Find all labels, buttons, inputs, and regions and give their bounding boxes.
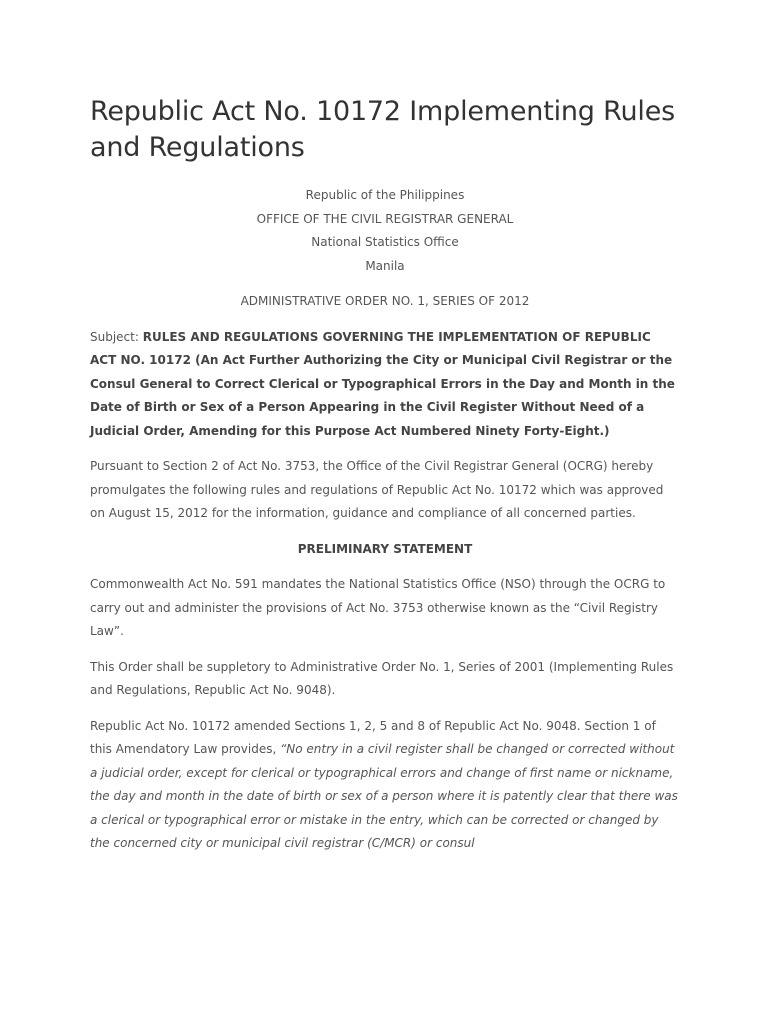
amended-intro: Republic Act No. 10172 amended Sections 1, 2, 5 and 8 of Republic Act No. 9048. Section 1 of this Amendatory Law provides, <box>90 718 656 756</box>
subject-text: RULES AND REGULATIONS GOVERNING THE IMPLEMENTATION OF REPUBLIC ACT NO. 10172 (An Act Further Authorizing the City or Municipal Civil Registrar or the Consul General to Correct Clerical or Typographical Errors in the Day and Month in the Date of Birth or Sex of a Person Appearing in the Civil Register Without Need of a Judicial Order, Amending for this Purpose Act Numbered Ninety Forty-Eight.) <box>90 329 675 438</box>
header-line-republic: Republic of the Philippines <box>305 188 465 202</box>
commonwealth-paragraph: Commonwealth Act No. 591 mandates the National Statistics Office (NSO) through the OCRG to carry out and administer the provisions of Act No. 3753 otherwise known as the “Civil Registry Law”. <box>90 577 666 638</box>
pursuant-paragraph: Pursuant to Section 2 of Act No. 3753, the Office of the Civil Registrar General (OCRG) hereby promulgates the following rules and regulations of Republic Act No. 10172 which was approved on August 15, 2012 for the information, guidance and compliance of all concerned parties. <box>90 459 664 520</box>
amended-paragraph <box>90 715 680 856</box>
amended-quote: “No entry in a civil register shall be changed or corrected without a judicial order, except for clerical or typographical errors and change of first name or nickname, the day and month in the date of birth or sex of a person where it is patently clear that there was a clerical or typographical error or mistake in the entry, which can be corrected or changed by the concerned city or municipal civil registrar (C/MCR) or consul <box>90 742 678 850</box>
issuer-header <box>90 184 680 278</box>
suppletory-paragraph: This Order shall be suppletory to Administrative Order No. 1, Series of 2001 (Implementing Rules and Regulations, Republic Act No. 9048). <box>90 659 674 697</box>
preliminary-heading: PRELIMINARY STATEMENT <box>297 541 473 556</box>
header-line-city: Manila <box>365 258 405 273</box>
subject-paragraph <box>90 326 680 444</box>
subject-label: Subject: <box>90 329 143 344</box>
document-title: Republic Act No. 10172 Implementing Rules and Regulations <box>90 96 675 163</box>
header-line-nso: National Statistics Office <box>311 235 459 249</box>
admin-order-line: ADMINISTRATIVE ORDER NO. 1, SERIES OF 2012 <box>240 294 530 308</box>
document-page <box>90 94 680 856</box>
header-line-office: OFFICE OF THE CIVIL REGISTRAR GENERAL <box>256 211 514 226</box>
